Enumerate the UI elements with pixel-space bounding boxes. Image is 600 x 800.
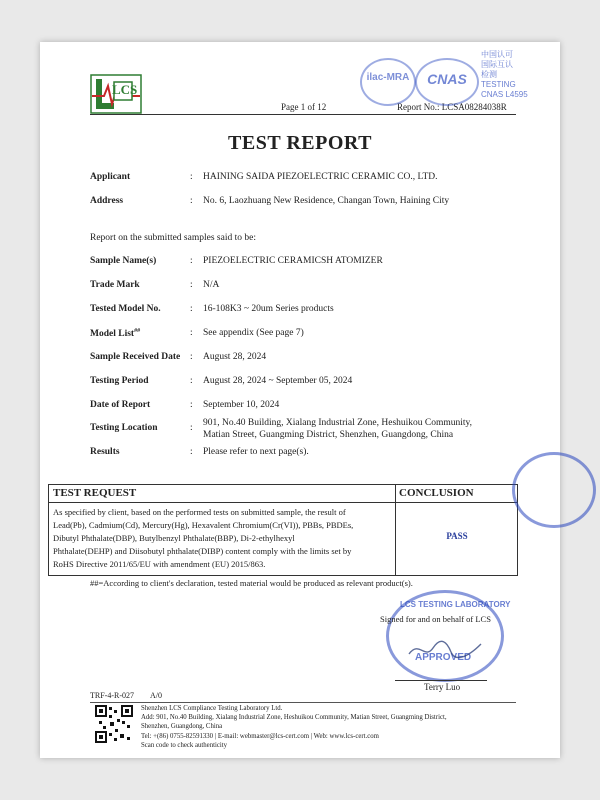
test-request-heading: TEST REQUEST (53, 487, 137, 499)
test-request-table (48, 484, 518, 576)
testing-location-value: 901, No.40 Building, Xialang Industrial Zone, Heshuikou Community, (203, 418, 473, 428)
sample-name-value: PIEZOELECTRIC CERAMICSH ATOMIZER (203, 256, 383, 266)
header-rule (90, 114, 516, 115)
sample-received-value: August 28, 2024 (203, 352, 267, 362)
conclusion-value: PASS (446, 531, 468, 541)
colon: : (190, 447, 193, 457)
cnas-chinese-label: 中国认可 国际互认 检测 TESTING CNAS L4595 (481, 50, 528, 99)
tested-model-label: Tested Model No. (90, 304, 161, 314)
report-number: Report No.: LCSA08284038R (397, 102, 507, 112)
form-revision: A/0 (150, 691, 162, 700)
cnas-logo (415, 58, 479, 106)
address-colon: : (190, 196, 193, 206)
trade-mark-value: N/A (203, 280, 220, 290)
results-value: Please refer to next page(s). (203, 447, 309, 457)
date-of-report-value: September 10, 2024 (203, 400, 280, 410)
seal-top-text: LCS TESTING LABORATORY (400, 600, 511, 609)
signed-for-text: Signed for and on behalf of LCS (380, 614, 491, 624)
page-title: TEST REPORT (228, 132, 372, 154)
table-header-rule (49, 502, 517, 503)
ilac-mra-icon (360, 58, 416, 106)
conclusion-heading: CONCLUSION (399, 487, 474, 499)
address-value: No. 6, Laozhuang New Residence, Changan Town, Haining City (203, 196, 450, 206)
model-list-label: Model List## (90, 328, 141, 340)
applicant-colon: : (190, 172, 193, 182)
address-label: Address (90, 196, 124, 206)
colon: : (190, 328, 193, 338)
testing-location-value-line2: Matian Street, Guangming District, Shenzhen, Guangdong, China (203, 430, 454, 440)
form-number: TRF-4-R-027 (90, 691, 134, 700)
cnas-text: CNAS (427, 71, 467, 87)
ilac-mra-text: ilac-MRA (366, 72, 410, 83)
request-text: As specified by client, based on the performed tests on submitted sample, the result of Lead(Pb), Cadmium(Cd), Mercury(Hg), Hexavalent Chromium(Cr(VI)), PBBs, PBDEs, Dibutyl Phthalate(DBP), Butylbenzyl Phthalate(BBP), Di-2-ethylhexyl Phthalate(DEHP) and Diisobutyl phthalate(DIBP) content comply with the limits set by RoHS Directive 2011/65/EU with amendment (EU) 2015/863. (53, 507, 354, 569)
sample-received-label: Sample Received Date (90, 352, 181, 362)
footer-rule (90, 702, 516, 703)
signature-icon (405, 636, 485, 667)
testing-period-value: August 28, 2024 ~ September 05, 2024 (203, 376, 353, 386)
colon: : (190, 304, 193, 314)
colon: : (190, 423, 193, 433)
colon: : (190, 352, 193, 362)
seal-bottom-text: APPROVED (415, 652, 472, 663)
trade-mark-label: Trade Mark (90, 280, 140, 290)
declaration-note: ##=According to client's declaration, tested material would be produced as relevant product(s). (90, 578, 413, 588)
colon: : (190, 400, 193, 410)
qr-code-icon (95, 705, 133, 743)
colon: : (190, 376, 193, 386)
model-list-value: See appendix (See page 7) (203, 328, 304, 338)
results-label: Results (90, 447, 120, 457)
signatory-name: Terry Luo (424, 682, 461, 692)
sample-name-label: Sample Name(s) (90, 256, 157, 266)
lcs-logo-text: LCS (112, 82, 138, 97)
testing-period-label: Testing Period (90, 376, 149, 386)
footer-address: Shenzhen LCS Compliance Testing Laboratory Ltd. Add: 901, No.40 Building, Xialang Industrial Zone, Heshuikou Community, Matian Street, Guangming District, Shenzhen, Guangdong, China Tel: +(86) 0755-82591330 | E-mail: webmaster@lcs-cert.com | Web: www.lcs-cert.com Scan code to check authenticity (141, 705, 447, 749)
table-divider (395, 485, 396, 575)
signature-rule (395, 680, 487, 681)
date-of-report-label: Date of Report (90, 400, 151, 410)
page-number: Page 1 of 12 (281, 102, 327, 112)
testing-location-label: Testing Location (90, 423, 158, 433)
applicant-value: HAINING SAIDA PIEZOELECTRIC CERAMIC CO., LTD. (203, 172, 438, 182)
applicant-label: Applicant (90, 172, 131, 182)
report-intro: Report on the submitted samples said to be: (90, 233, 256, 243)
approval-seal-icon (512, 452, 596, 528)
tested-model-value: 16-108K3 ~ 20um Series products (203, 304, 334, 314)
colon: : (190, 280, 193, 290)
colon: : (190, 256, 193, 266)
